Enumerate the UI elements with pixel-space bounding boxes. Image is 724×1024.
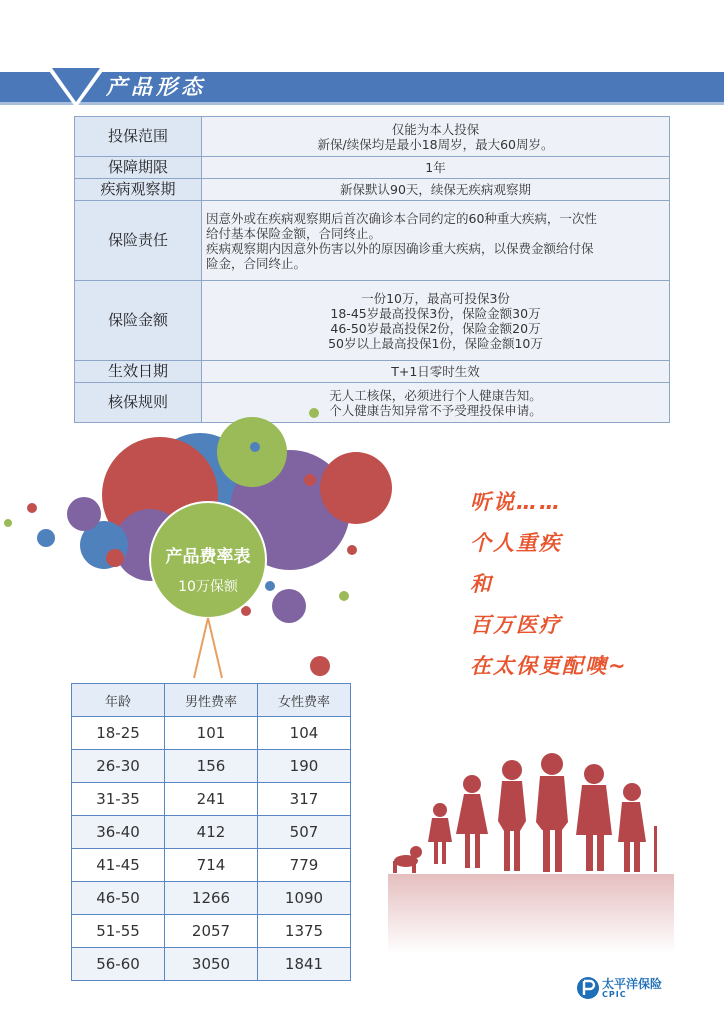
table-row (72, 750, 351, 783)
info-value (202, 157, 670, 179)
header-chevron-icon (36, 62, 116, 112)
slogan-line: 在太保更配噢~ (470, 654, 628, 678)
bubble (37, 529, 55, 547)
info-label: 投保范围 (75, 117, 202, 157)
elderly-silhouette (618, 783, 657, 872)
bubble (250, 442, 260, 452)
table-row (72, 717, 351, 750)
info-value (202, 201, 670, 281)
male-rate-cell: 1266 (165, 882, 258, 915)
age-cell: 18-25 (72, 717, 165, 750)
rate-table-header (72, 684, 351, 717)
bubble-string (194, 618, 208, 678)
info-line: 46-50岁最高投保2份，保险金额20万 (330, 320, 541, 336)
table-row (72, 849, 351, 882)
male-rate-cell: 3050 (165, 948, 258, 981)
info-line: 1年 (425, 160, 446, 175)
slogan (470, 482, 710, 687)
female-rate-cell: 190 (258, 750, 351, 783)
age-cell: 26-30 (72, 750, 165, 783)
info-line: 仅能为本人投保 (391, 121, 480, 137)
bubble (27, 503, 37, 513)
table-row (72, 882, 351, 915)
age-cell: 46-50 (72, 882, 165, 915)
info-line: 18-45岁最高投保3份，保险金额30万 (330, 305, 541, 321)
male-rate-cell: 156 (165, 750, 258, 783)
age-cell: 36-40 (72, 816, 165, 849)
rate-bubble-title: 产品费率表 (165, 547, 251, 567)
info-label: 疾病观察期 (75, 179, 202, 201)
section-title: 产品形态 (106, 75, 206, 99)
female-rate-cell: 507 (258, 816, 351, 849)
female-rate-cell: 1090 (258, 882, 351, 915)
male-rate-cell: 2057 (165, 915, 258, 948)
slogan-line: 和 (470, 572, 493, 596)
slogan-line: 听说…… (470, 490, 562, 514)
female-rate-cell: 317 (258, 783, 351, 816)
column-header: 男性费率 (165, 684, 258, 717)
info-line: 50岁以上最高投保1份，保险金额10万 (328, 335, 543, 351)
info-row-observation (75, 179, 670, 201)
info-row-term (75, 157, 670, 179)
info-row-effective (75, 361, 670, 383)
bubble (320, 452, 392, 524)
bubble (309, 408, 319, 418)
bubble (310, 656, 330, 676)
info-row-scope (75, 117, 670, 157)
bubble (4, 519, 12, 527)
middle-aged-silhouette (576, 764, 612, 871)
baby-silhouette (393, 846, 422, 873)
age-cell: 41-45 (72, 849, 165, 882)
info-line: 个人健康告知异常不予受理投保申请。 (329, 402, 542, 418)
info-line: 一份10万，最高可投保3份 (361, 290, 510, 306)
age-cell: 31-35 (72, 783, 165, 816)
info-row-liability (75, 201, 670, 281)
bubble (265, 581, 275, 591)
info-label: 保障期限 (75, 157, 202, 179)
slogan-line: 个人重疾 (470, 531, 562, 555)
reflection (388, 874, 674, 954)
info-line: 无人工核保，必须进行个人健康告知。 (329, 387, 542, 403)
premium-rate-table (71, 683, 351, 981)
info-value (202, 117, 670, 157)
info-label: 保险金额 (75, 281, 202, 361)
male-rate-cell: 241 (165, 783, 258, 816)
info-value (202, 361, 670, 383)
toddler-silhouette (428, 803, 452, 864)
female-rate-cell: 779 (258, 849, 351, 882)
logo-name: 太平洋保险 (602, 977, 663, 991)
male-rate-cell: 714 (165, 849, 258, 882)
logo-abbr: CPIC (602, 990, 627, 999)
slogan-line: 百万医疗 (470, 613, 562, 637)
age-cell: 56-60 (72, 948, 165, 981)
woman-silhouette (498, 760, 526, 871)
info-line: 给付基本保险金额，合同终止。 (206, 225, 382, 241)
bubble (67, 497, 101, 531)
info-line: 险金，合同终止。 (206, 255, 307, 271)
table-row (72, 915, 351, 948)
product-info-table (74, 116, 670, 423)
bubble (272, 589, 306, 623)
info-row-amount (75, 281, 670, 361)
bubble (217, 417, 287, 487)
info-value (202, 281, 670, 361)
female-rate-cell: 1375 (258, 915, 351, 948)
bubble (106, 549, 124, 567)
bubble (304, 474, 316, 486)
female-rate-cell: 104 (258, 717, 351, 750)
info-label: 保险责任 (75, 201, 202, 281)
decorative-bubbles (0, 400, 400, 680)
bubble (339, 591, 349, 601)
bubble (347, 545, 357, 555)
table-row (72, 816, 351, 849)
life-stages-illustration (388, 748, 674, 970)
table-row (72, 783, 351, 816)
info-line: 新保默认90天，续保无疾病观察期 (340, 182, 531, 197)
age-cell: 51-55 (72, 915, 165, 948)
column-header: 女性费率 (258, 684, 351, 717)
info-line: 因意外或在疾病观察期后首次确诊本合同约定的60种重大疾病，一次性 (206, 210, 597, 226)
info-line: 新保/续保均是最小18周岁，最大60周岁。 (317, 136, 554, 152)
girl-silhouette (456, 775, 488, 868)
info-line: 疾病观察期内因意外伤害以外的原因确诊重大疾病，以保费金额给付保 (206, 240, 594, 256)
info-label: 核保规则 (75, 383, 202, 423)
info-line: T+1日零时生效 (391, 364, 480, 379)
info-label: 生效日期 (75, 361, 202, 383)
male-rate-cell: 412 (165, 816, 258, 849)
female-rate-cell: 1841 (258, 948, 351, 981)
table-row (72, 948, 351, 981)
male-rate-cell: 101 (165, 717, 258, 750)
adult-silhouette (536, 753, 568, 872)
column-header: 年龄 (72, 684, 165, 717)
rate-bubble-subtitle: 10万保额 (178, 579, 238, 595)
bubble-string (208, 618, 222, 678)
info-value (202, 179, 670, 201)
